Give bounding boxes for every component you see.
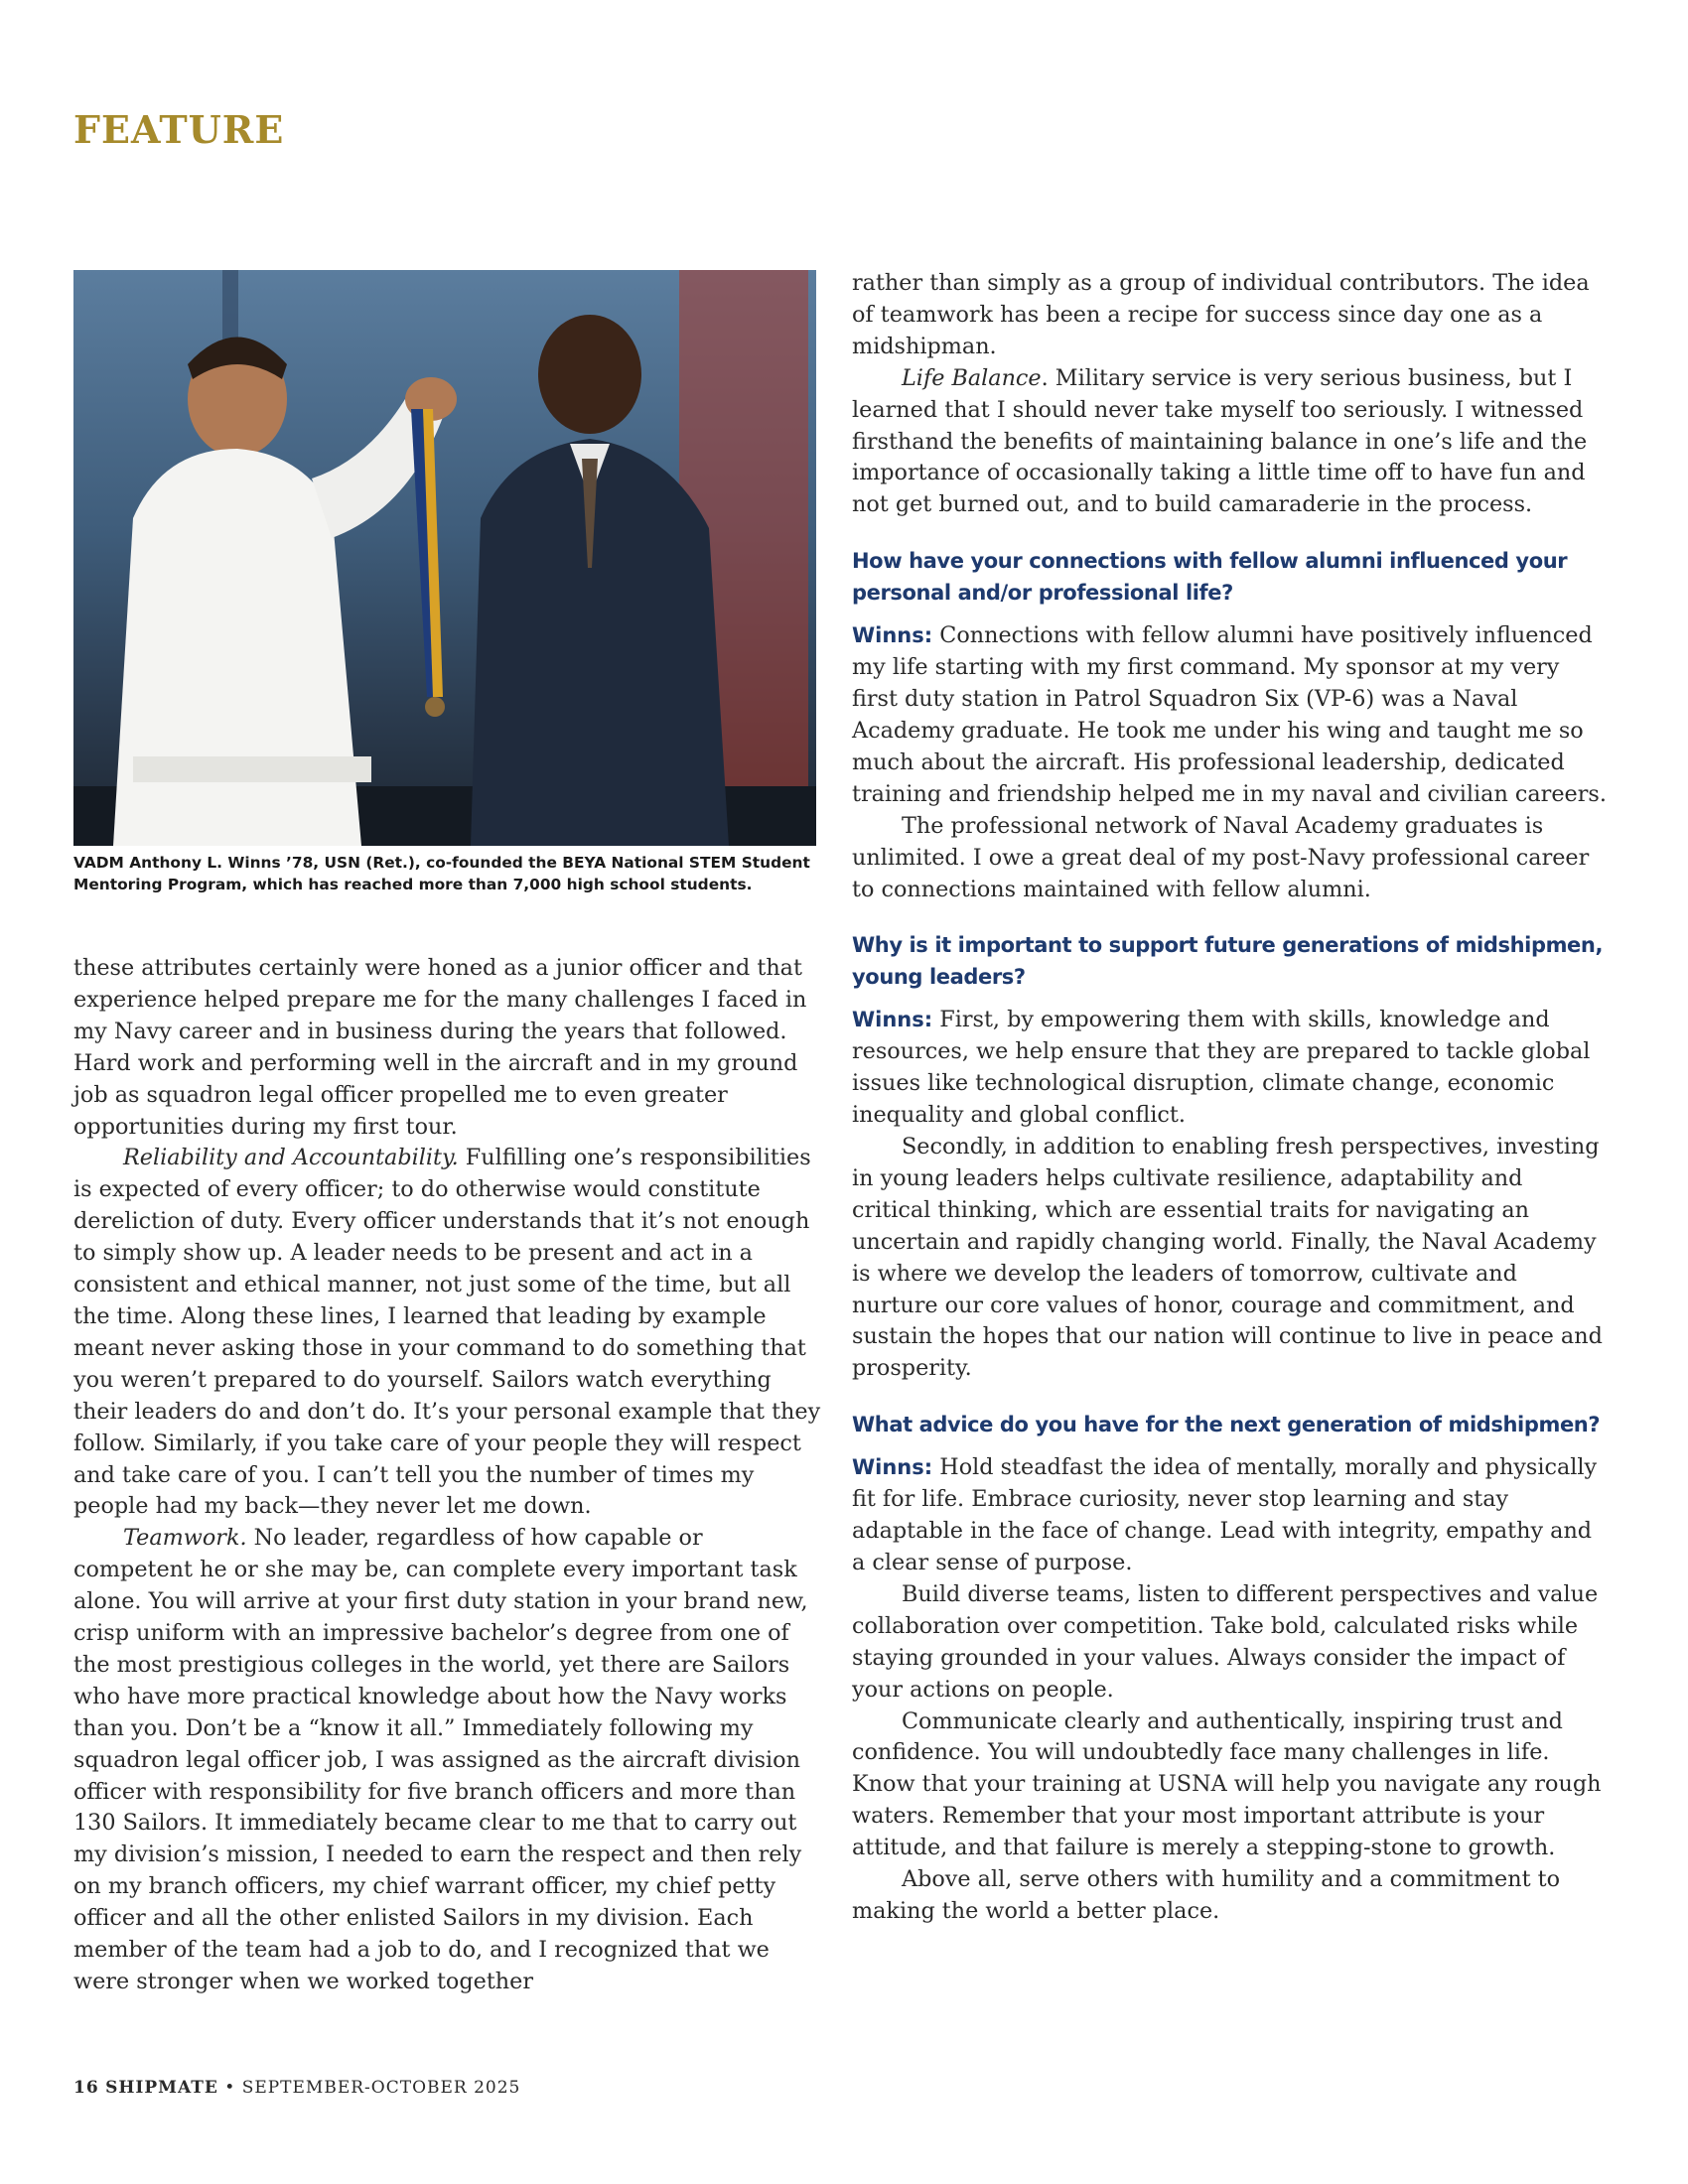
- body-paragraph: these attributes certainly were honed as a junior officer and that experience helped prepare me for the many challenges I faced in my Navy career and in business during the years that followed. Hard work and performing well in the aircraft and in my ground job as squadron legal officer propelled me to even greater opportunities during my first tour.: [73, 955, 807, 1140]
- issue-date: SEPTEMBER-OCTOBER 2025: [241, 2078, 521, 2098]
- speaker-label: Winns:: [852, 1455, 933, 1480]
- interview-answer: Above all, serve others with humility and a commitment to making the world a better place.: [852, 1866, 1561, 1924]
- left-column: [73, 953, 828, 1998]
- interview-question: Why is it important to support future generations of midshipmen, young leaders?: [852, 933, 1604, 990]
- body-paragraph: rather than simply as a group of individual contributors. The idea of teamwork has been a recipe for success since day one as a midshipman.: [852, 270, 1590, 359]
- page-footer: [73, 2078, 520, 2098]
- body-paragraph: Reliability and Accountability. Fulfilling one’s responsibilities is expected of every officer; to do otherwise would constitute dereliction of duty. Every officer understands that it’s not enough to simply show up. A leader needs to be present and act in a consistent and ethical manner, not just some of the time, but all the time. Along these lines, I learned that leading by example meant never asking those in your command to do something that you weren’t prepared to do yourself. Sailors watch everything their leaders do and don’t do. It’s your personal example that they follow. Similarly, if you take care of your people they will respect and take care of you. I can’t tell you the number of times my people had my back—they never let me down.: [73, 1145, 821, 1520]
- subheading-lead: Reliability and Accountability.: [123, 1145, 459, 1171]
- interview-answer: The professional network of Naval Academy graduates is unlimited. I owe a great deal of my post-Navy professional career to connections maintained with fellow alumni.: [852, 812, 1590, 902]
- interview-answer: Build diverse teams, listen to different perspectives and value collaboration over competition. Take bold, calculated risks while staying grounded in your values. Always consider the impact of your actions on people.: [852, 1580, 1599, 1703]
- publication-name: SHIPMATE: [105, 2078, 218, 2098]
- interview-question: How have your connections with fellow alumni influenced your personal and/or professional life?: [852, 549, 1568, 606]
- page-number: 16: [73, 2078, 99, 2098]
- subheading-lead: Life Balance: [902, 364, 1042, 391]
- speaker-label: Winns:: [852, 623, 933, 648]
- subheading-lead: Teamwork.: [123, 1525, 247, 1552]
- body-paragraph: Teamwork. No leader, regardless of how capable or competent he or she may be, can complete every important task alone. You will arrive at your first duty station in your brand new, crisp uniform with an impressive bachelor’s degree from one of the most prestigious colleges in the world, yet there are Sailors who have more practical knowledge about how the Navy works than you. Don’t be a “know it all.” Immediately following my squadron legal officer job, I was assigned as the aircraft division officer with responsibility for five branch officers and more than 130 Sailors. It immediately became clear to me that to carry out my division’s mission, I needed to earn the respect and then rely on my branch officers, my chief warrant officer, my chief petty officer and all the other enlisted Sailors in my division. Each member of the team had a job to do, and I recognized that we were stronger when we worked together: [73, 1525, 808, 1994]
- section-label: FEATURE: [73, 107, 285, 152]
- body-paragraph: Life Balance. Military service is very serious business, but I learned that I should never take myself too seriously. I witnessed firsthand the benefits of maintaining balance in one’s life and the importance of occasionally taking a little time off to have fun and not get burned out, and to build camaraderie in the process.: [852, 364, 1588, 518]
- interview-answer: Communicate clearly and authentically, inspiring trust and confidence. You will undoubtedly face many challenges in life. Know that your training at USNA will help you navigate any rough waters. Remember that your most important attribute is your attitude, and that failure is merely a stepping-stone to growth.: [852, 1707, 1602, 1861]
- speaker-label: Winns:: [852, 1008, 933, 1032]
- interview-answer: Winns: Hold steadfast the idea of mentally, morally and physically fit for life. Embrace curiosity, never stop learning and stay adaptable in the face of change. Lead with integrity, empathy and a clear sense of purpose.: [852, 1454, 1598, 1575]
- right-column: [852, 268, 1607, 1928]
- interview-answer: Secondly, in addition to enabling fresh perspectives, investing in young leaders helps cultivate resilience, adaptability and critical thinking, which are essential traits for navigating an uncertain and rapidly changing world. Finally, the Naval Academy is where we develop the leaders of tomorrow, cultivate and nurture our core values of honor, courage and commitment, and sustain the hopes that our nation will continue to live in peace and prosperity.: [852, 1134, 1603, 1382]
- ceremony-photo-icon: [73, 270, 816, 846]
- interview-question: What advice do you have for the next generation of midshipmen?: [852, 1413, 1601, 1437]
- feature-photo: [73, 270, 816, 846]
- photo-caption: VADM Anthony L. Winns ’78, USN (Ret.), co-founded the BEYA National STEM Student Mentoring Program, which has reached more than 7,000 high school students.: [73, 854, 810, 893]
- footer-separator: •: [224, 2078, 236, 2098]
- interview-answer: Winns: Connections with fellow alumni have positively influenced my life starting with my first command. My sponsor at my very first duty station in Patrol Squadron Six (VP-6) was a Naval Academy graduate. He took me under his wing and taught me so much about the aircraft. His professional leadership, dedicated training and friendship helped me in my naval and civilian careers.: [852, 622, 1607, 807]
- interview-answer: Winns: First, by empowering them with skills, knowledge and resources, we help ensure that they are prepared to tackle global issues like technological disruption, climate change, economic inequality and global conflict.: [852, 1007, 1591, 1129]
